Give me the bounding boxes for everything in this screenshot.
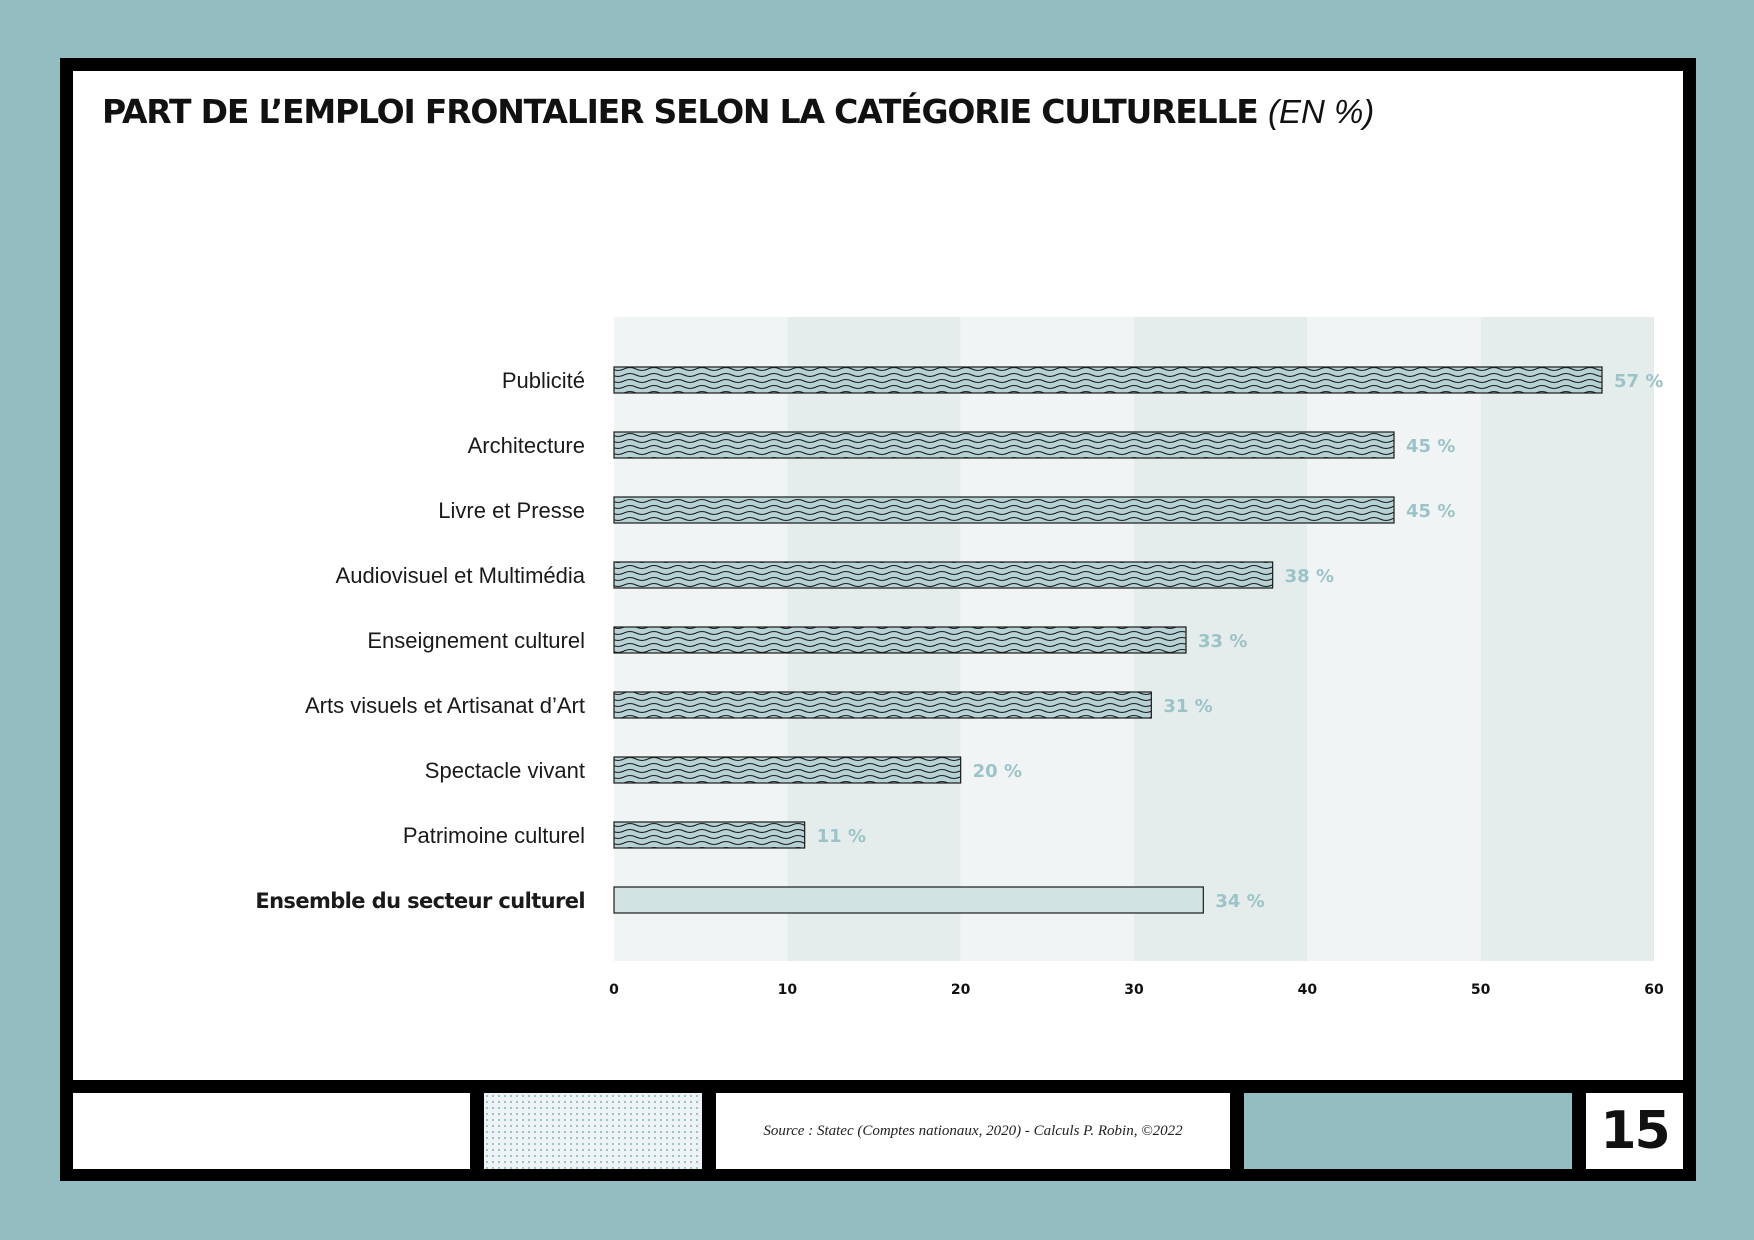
value-label: 11 % [816, 826, 867, 847]
bar [614, 562, 1273, 588]
value-label: 33 % [1198, 631, 1248, 652]
x-tick-label: 50 [1470, 982, 1491, 998]
x-tick-label: 20 [950, 982, 971, 998]
x-tick-label: 10 [777, 982, 798, 998]
category-label: Spectacle vivant [424, 758, 585, 783]
value-label: 31 % [1163, 696, 1213, 717]
x-tick-label: 60 [1644, 982, 1664, 998]
value-label: 57 % [1614, 371, 1664, 392]
category-label: Livre et Presse [438, 498, 585, 523]
x-tick-label: 30 [1124, 982, 1144, 998]
source-note: Source : Statec (Comptes nationaux, 2020) - Calculs P. Robin, ©2022 [763, 1122, 1183, 1139]
bar [614, 432, 1394, 458]
category-labels [255, 368, 585, 913]
category-label: Ensemble du secteur culturel [255, 889, 585, 913]
grid-band [1481, 317, 1654, 961]
value-label: 45 % [1406, 436, 1456, 457]
bar [614, 497, 1394, 523]
category-label: Publicité [501, 368, 585, 393]
bar-total [614, 887, 1203, 913]
bar [614, 692, 1151, 718]
bar [614, 627, 1186, 653]
x-tick-label: 40 [1297, 982, 1318, 998]
bar [614, 757, 961, 783]
bar [614, 822, 805, 848]
page-number: 15 [1600, 1101, 1669, 1161]
category-label: Enseignement culturel [367, 628, 585, 653]
chart-title-unit: (EN %) [1267, 93, 1375, 130]
footer-dotted-box [484, 1093, 702, 1169]
footer-blank-box [73, 1093, 470, 1169]
value-label: 45 % [1406, 501, 1456, 522]
bar [614, 367, 1602, 393]
value-label: 20 % [972, 761, 1023, 782]
category-label: Patrimoine culturel [402, 823, 585, 848]
category-label: Arts visuels et Artisanat d’Art [305, 693, 585, 718]
value-label: 34 % [1215, 891, 1265, 912]
chart-title-text: PART DE L’EMPLOI FRONTALIER SELON LA CATÉGORIE CULTURELLE [102, 92, 1258, 131]
value-label: 38 % [1284, 566, 1335, 587]
grid-band [1307, 317, 1480, 961]
x-tick-label: 0 [609, 982, 619, 998]
category-label: Audiovisuel et Multimédia [335, 563, 585, 588]
page-number-box [1586, 1093, 1683, 1169]
footer-accent-box [1244, 1093, 1572, 1169]
footer-source-box [716, 1093, 1230, 1169]
x-axis-ticks [609, 982, 1664, 998]
category-label: Architecture [467, 433, 585, 458]
